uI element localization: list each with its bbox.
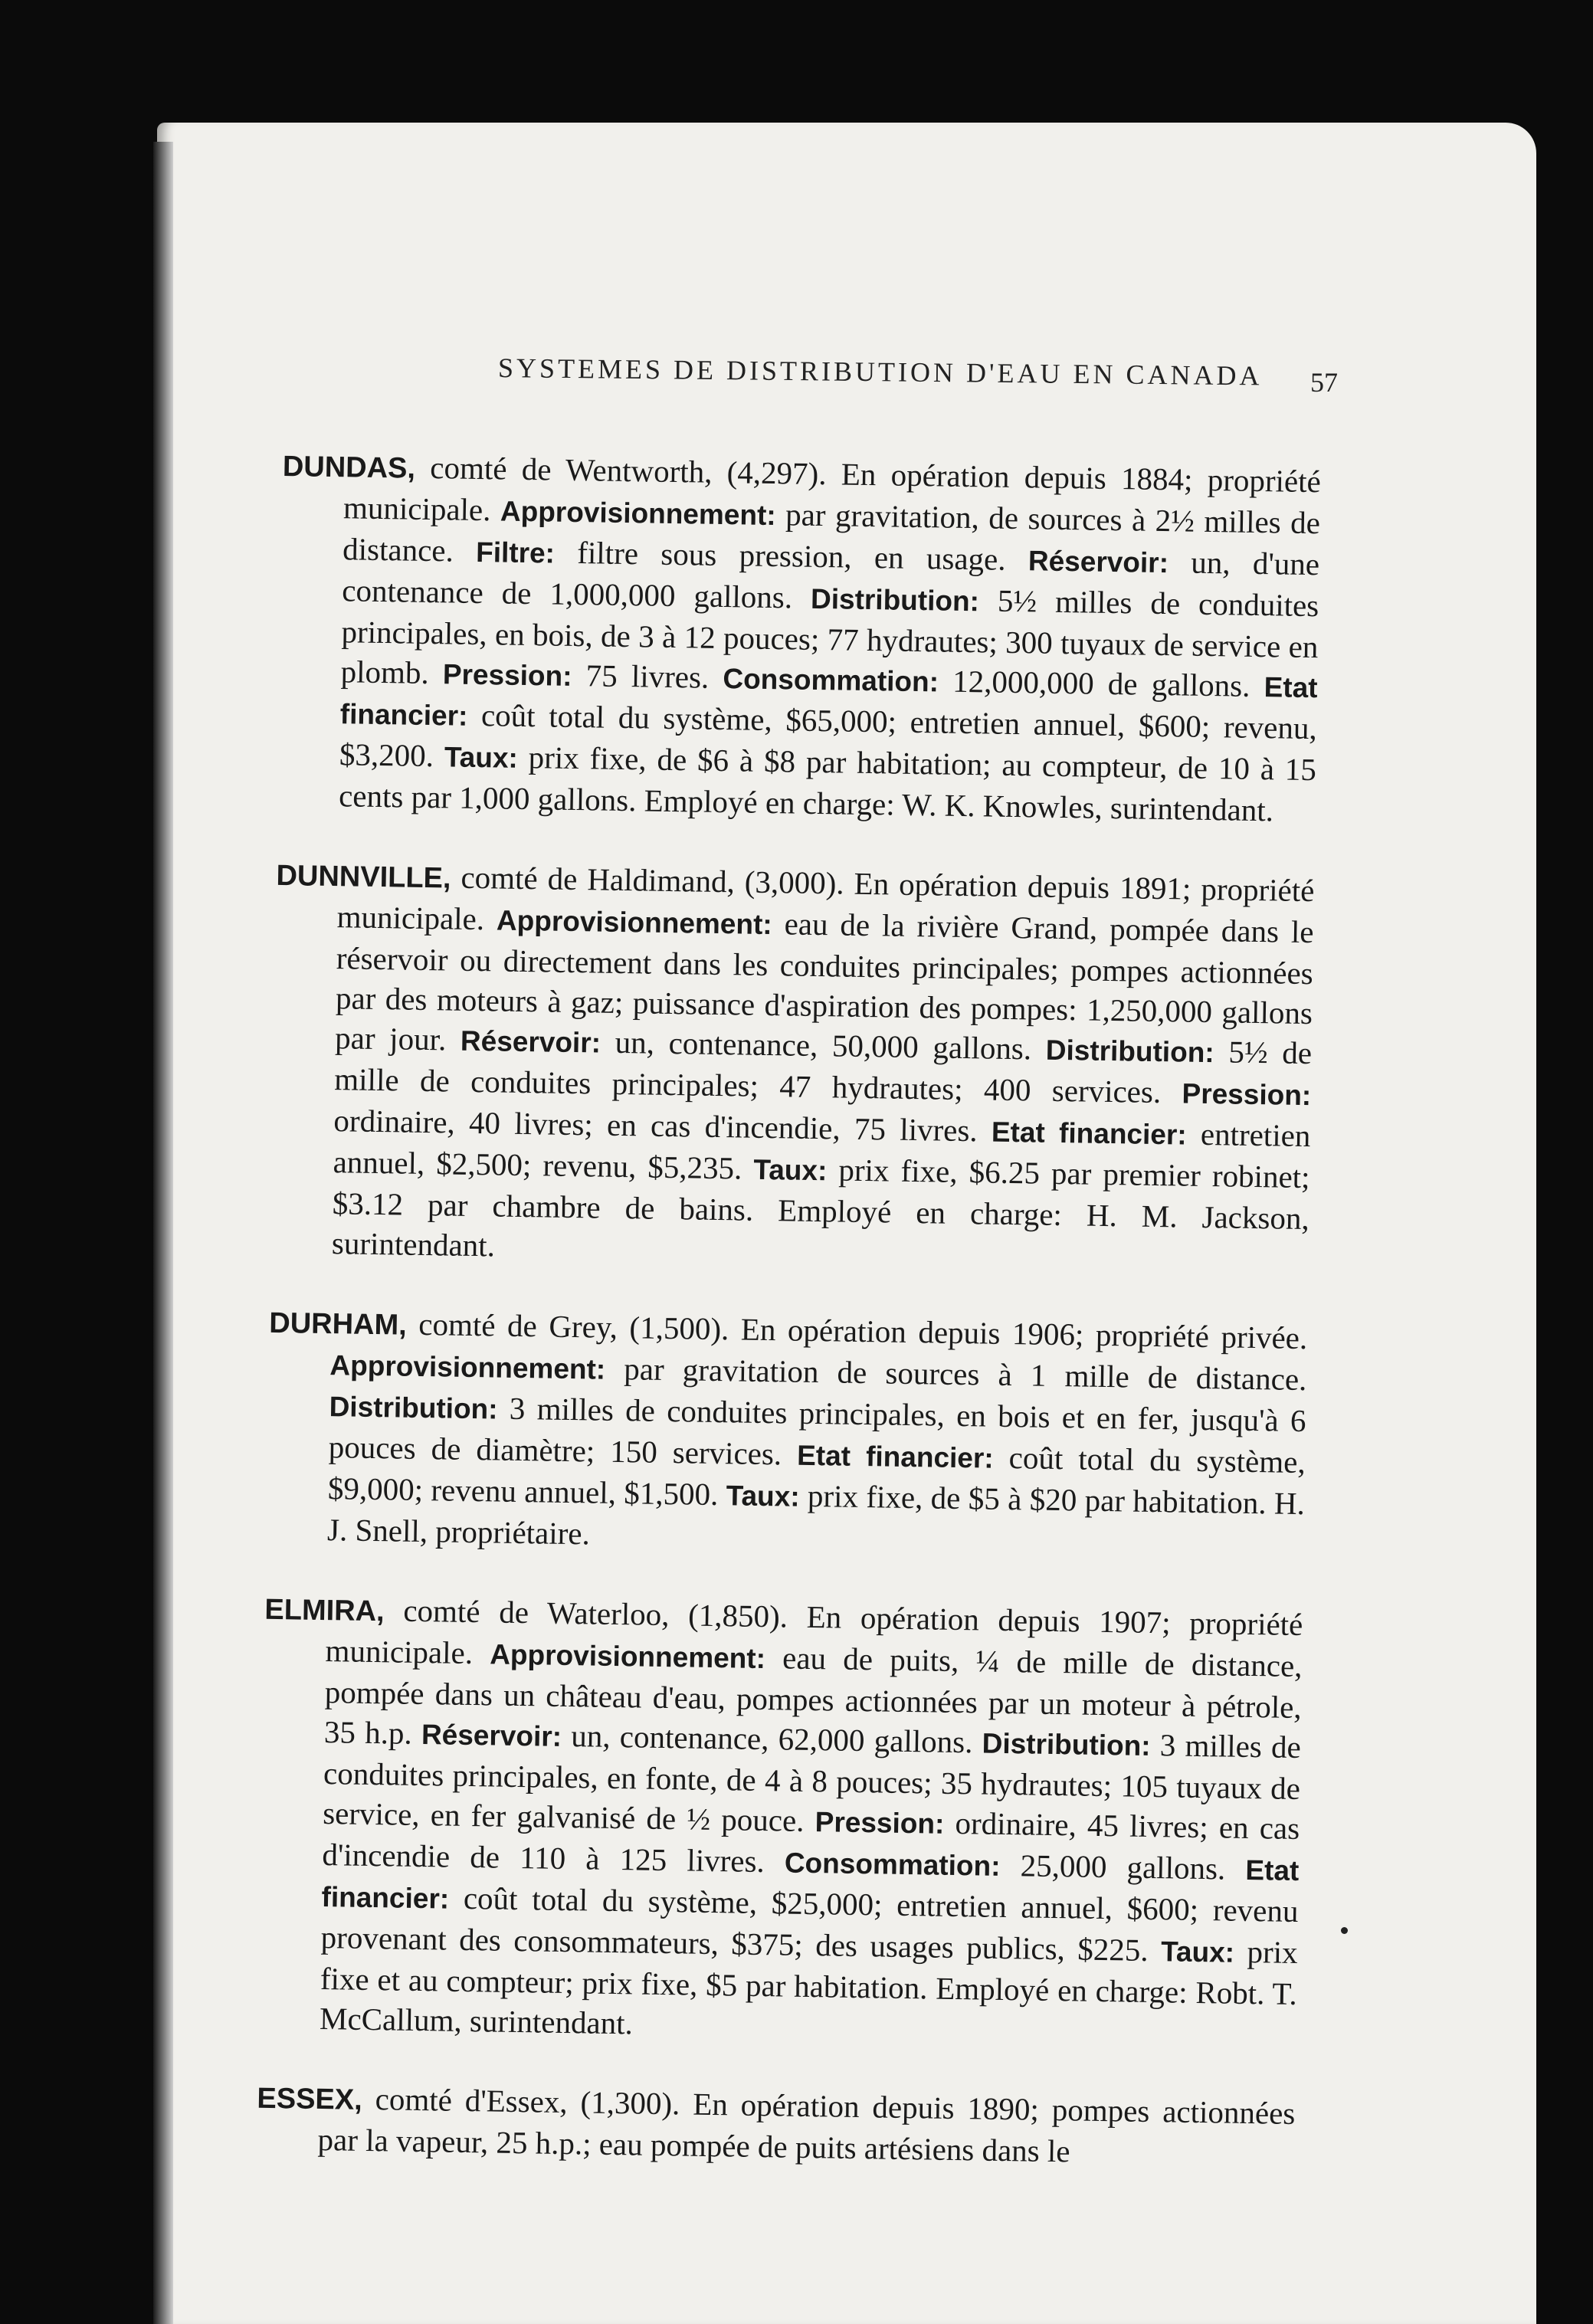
field-label: Distribution: — [810, 582, 980, 618]
entry-text: par gravitation de sources à 1 mille de distance. — [605, 1350, 1307, 1398]
place-name: ELMIRA, — [264, 1593, 385, 1628]
text-body — [255, 414, 1321, 2214]
field-label: Taux: — [1160, 1936, 1235, 1968]
entry-text: entretien annuel, $2,500; revenu, $5,235. — [333, 1116, 1311, 1186]
entry-text: eau de puits, ¼ de mille de distance, pompée dans un château d'eau, pompes actionnées par un moteur à pétrole, 35 h.p. — [323, 1640, 1303, 1752]
field-label: Taux: — [726, 1480, 800, 1513]
entry-text: coût total du système, $65,000; entretien annuel, $600; revenu, $3,200. — [339, 697, 1318, 774]
entry-elmira — [258, 1588, 1303, 2054]
field-label: Approvisionnement: — [489, 1638, 766, 1675]
field-label: Distribution: — [1045, 1034, 1215, 1069]
field-label: Taux: — [444, 741, 519, 774]
entry-text: 5½ milles de conduites principales, en bois, de 3 à 12 pouces; 77 hydrautes; 300 tuyaux de service en plomb. — [340, 582, 1319, 691]
place-name: ESSEX, — [257, 2082, 363, 2116]
entry-text: prix fixe, de $5 à $20 par habitation. H. J. Snell, propriétaire. — [326, 1477, 1306, 1552]
field-label: Consommation: — [723, 663, 939, 698]
entry-text: ordinaire, 40 livres; en cas d'incendie, 75 livres. — [333, 1103, 992, 1149]
field-label: Réservoir: — [1028, 545, 1169, 579]
entry-text: un, contenance, 62,000 gallons. — [561, 1717, 983, 1760]
field-label: Etat financier: — [796, 1439, 994, 1474]
field-label: Approvisionnement: — [329, 1349, 606, 1385]
page-number: 57 — [1310, 367, 1338, 398]
entry-text: 3 milles de conduites principales, en fonte, de 4 à 8 pouces; 35 hydrautes; 105 tuyaux de service, en fer galvanisé de ½ pouce. — [322, 1726, 1302, 1839]
entry-text: comté de Wentworth, (4,297). En opération depuis 1884; propriété municipale. — [343, 449, 1322, 528]
field-label: Pression: — [815, 1806, 945, 1840]
entry-essex — [256, 2077, 1295, 2175]
field-label: Consommation: — [784, 1847, 1001, 1882]
place-name: DUNNVILLE, — [276, 859, 451, 895]
margin-mark — [1341, 1927, 1348, 1934]
field-label: Approvisionnement: — [500, 495, 776, 532]
entry-text: coût total du système, $9,000; revenu annuel, $1,500. — [327, 1439, 1306, 1513]
entry-text: par gravitation, de sources à 2½ milles de distance. — [342, 497, 1321, 569]
field-label: Distribution: — [329, 1391, 498, 1425]
entry-text: eau de la rivière Grand, pompée dans le réservoir ou directement dans les conduites principales; pompes actionnées par des moteurs à gaz; puissance d'aspiration des pompes: 1,250,000 gallons par jour. — [334, 906, 1314, 1057]
place-name: DUNDAS, — [282, 450, 416, 485]
field-label: Etat financier: — [339, 671, 1318, 732]
entry-dunnville — [270, 854, 1315, 1278]
entry-text: 5½ de mille de conduites principales; 47 hydrautes; 400 services. — [334, 1034, 1313, 1110]
field-label: Réservoir: — [421, 1719, 562, 1752]
entry-text: 75 livres. — [572, 657, 723, 696]
field-label: Pression: — [442, 658, 572, 692]
book-gutter — [153, 142, 173, 2324]
entry-text: comté de Haldimand, (3,000). En opération depuis 1891; propriété municipale. — [336, 859, 1315, 937]
entry-dundas — [277, 445, 1321, 831]
field-label: Approvisionnement: — [496, 904, 773, 941]
running-title: SYSTEMES DE DISTRIBUTION D'EAU EN CANADA — [497, 352, 1263, 392]
place-name: DURHAM, — [269, 1306, 408, 1342]
entry-text: comté de Waterloo, (1,850). En opération depuis 1907; propriété municipale. — [325, 1592, 1303, 1671]
field-label: Réservoir: — [460, 1024, 601, 1059]
entry-text: prix fixe et au compteur; prix fixe, $5 par habitation. Employé en charge: Robt. T. McCallum, surintendant. — [319, 1933, 1298, 2041]
entry-text: comté de Grey, (1,500). En opération depuis 1906; propriété privée. — [406, 1306, 1308, 1356]
entry-text: un, d'une contenance de 1,000,000 gallons. — [342, 544, 1320, 615]
field-label: Taux: — [753, 1153, 828, 1187]
entry-text: comté d'Essex, (1,300). En opération depuis 1890; pompes actionnées par la vapeur, 25 h.p.; eau pompée de puits artésiens dans le — [317, 2080, 1296, 2169]
entry-text: 12,000,000 de gallons. — [938, 663, 1265, 704]
field-label: Etat financier: — [321, 1854, 1300, 1915]
field-label: Etat financier: — [991, 1116, 1187, 1151]
entry-durham — [266, 1302, 1308, 1565]
entry-text: prix fixe, $6.25 par premier robinet; $3.12 par chambre de bains. Employé en charge: H. M. Jackson, surintendant. — [331, 1152, 1310, 1264]
field-label: Distribution: — [982, 1727, 1151, 1762]
entry-text: 25,000 gallons. — [1000, 1847, 1246, 1886]
entry-text: prix fixe, de $6 à $8 par habitation; au compteur, de 10 à 15 cents par 1,000 gallons. Employé en charge: W. K. Knowles, surintendant. — [338, 739, 1317, 828]
field-label: Filtre: — [475, 536, 556, 569]
entry-text: filtre sous pression, en usage. — [554, 534, 1029, 578]
entry-text: un, contenance, 50,000 gallons. — [600, 1024, 1047, 1067]
entry-text: coût total du système, $25,000; entretien annuel, $600; revenu provenant des consommateurs, $375; des usages publics, $225. — [320, 1880, 1299, 1968]
entry-text: 3 milles de conduites principales, en bois et en fer, jusqu'à 6 pouces de diamètre; 150 services. — [328, 1390, 1306, 1472]
field-label: Pression: — [1182, 1077, 1312, 1112]
entry-text: ordinaire, 45 livres; en cas d'incendie de 110 à 125 livres. — [322, 1804, 1300, 1880]
